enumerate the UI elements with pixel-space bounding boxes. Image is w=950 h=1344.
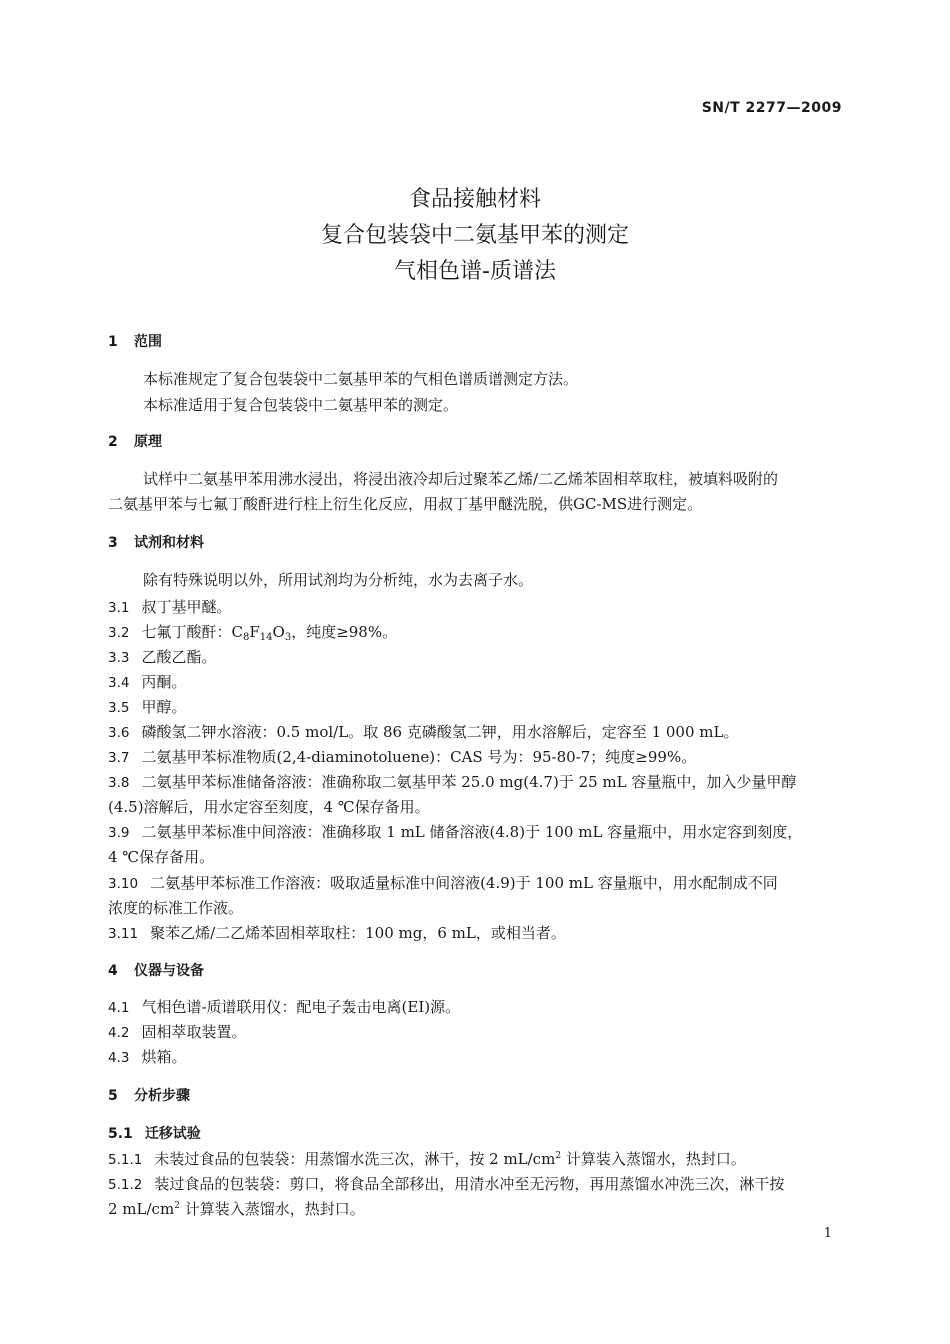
clause-3-9: 3.9 二氨基甲苯标准中间溶液：准确移取 1 mL 储备溶液(4.8)于 100 mL 容量瓶中，用水定容到刻度， [108,823,803,841]
section-3-heading [108,532,204,552]
clause-3-11: 3.11 聚苯乙烯/二乙烯苯固相萃取柱：100 mg，6 mL，或相当者。 [108,924,566,942]
section-number: 2 [108,434,118,450]
clause-3-8: 3.8 二氨基甲苯标准储备溶液：准确称取二氨基甲苯 25.0 mg(4.7)于 25 mL 容量瓶中，加入少量甲醇 [108,773,797,791]
clause-4-3: 4.3 烘箱。 [108,1048,187,1066]
subsection-number: 5.1 [108,1126,133,1142]
clause-5-1-2: 5.1.2 装过食品的包装袋：剪口，将食品全部移出，用清水冲至无污物，再用蒸馏水冲洗三次，淋干按 [108,1175,785,1193]
section-1-heading [108,331,162,351]
clause-4-1: 4.1 气相色谱-质谱联用仪：配电子轰击电离(EI)源。 [108,998,461,1016]
clause-3-1: 3.1 叔丁基甲醚。 [108,598,232,616]
clause-3-9-cont: 4 ℃保存备用。 [108,848,215,866]
paragraph: 本标准规定了复合包装袋中二氨基甲苯的气相色谱质谱测定方法。 [143,370,579,388]
section-number: 5 [108,1088,118,1104]
section-number: 3 [108,535,118,551]
title-line-3: 气相色谱-质谱法 [394,259,556,284]
section-number: 4 [108,963,118,979]
clause-4-2: 4.2 固相萃取装置。 [108,1023,247,1041]
paragraph: 本标准适用于复合包装袋中二氨基甲苯的测定。 [143,396,459,414]
title-line-2: 复合包装袋中二氨基甲苯的测定 [320,223,629,248]
paragraph-line: 二氨基甲苯与七氟丁酸酐进行柱上衍生化反应，用叔丁基甲醚洗脱，供GC-MS进行测定。 [108,495,703,513]
clause-3-6: 3.6 磷酸氢二钾水溶液：0.5 mol/L。取 86 克磷酸氢二钾，用水溶解后，定容至 1 000 mL。 [108,723,739,741]
title-line-1: 食品接触材料 [408,187,541,212]
clause-3-10-cont: 浓度的标准工作液。 [108,899,244,917]
section-2-heading [108,431,162,451]
subsection-title: 迁移试验 [144,1126,201,1142]
clause-5-1-1: 5.1.1 未装过食品的包装袋：用蒸馏水洗三次，淋干，按 2 $mL/cm^2$ 计算装入蒸馏水，热封口。 [108,1150,746,1168]
paragraph: 除有特殊说明以外，所用试剂均为分析纯，水为去离子水。 [143,571,534,589]
section-5-heading [108,1085,190,1105]
section-title: 试剂和材料 [134,535,204,551]
clause-5-1-2-cont: 2 $mL/cm^2$ 计算装入蒸馏水，热封口。 [108,1200,365,1218]
clause-3-5: 3.5 甲醇。 [108,698,187,716]
clause-3-3: 3.3 乙酸乙酯。 [108,648,217,666]
section-title: 分析步骤 [134,1088,190,1104]
section-4-heading [108,960,204,980]
paragraph-line: 试样中二氨基甲苯用沸水浸出，将浸出液冷却后过聚苯乙烯/二乙烯苯固相萃取柱，被填料吸附的 [143,470,779,488]
page-number: 1 [823,1226,832,1241]
clause-3-7: 3.7 二氨基甲苯标准物质(2,4-diaminotoluene)：CAS 号为：95-80-7；纯度≥99%。 [108,748,697,766]
clause-3-4: 3.4 丙酮。 [108,673,187,691]
standard-number: SN/T 2277—2009 [701,100,842,116]
subsection-5-1-heading [108,1123,201,1143]
clause-3-8-cont: (4.5)溶解后，用水定容至刻度，4 ℃保存备用。 [108,798,430,816]
section-title: 范围 [134,334,162,350]
clause-3-2: 3.2 七氟丁酸酐：$C_8F_{14}O_3$，纯度≥98%。 [108,623,398,643]
section-title: 仪器与设备 [134,963,204,979]
section-title: 原理 [134,434,162,450]
clause-3-10: 3.10 二氨基甲苯标准工作溶液：吸取适量标准中间溶液(4.9)于 100 mL 容量瓶中，用水配制成不同 [108,874,778,892]
section-number: 1 [108,334,118,350]
